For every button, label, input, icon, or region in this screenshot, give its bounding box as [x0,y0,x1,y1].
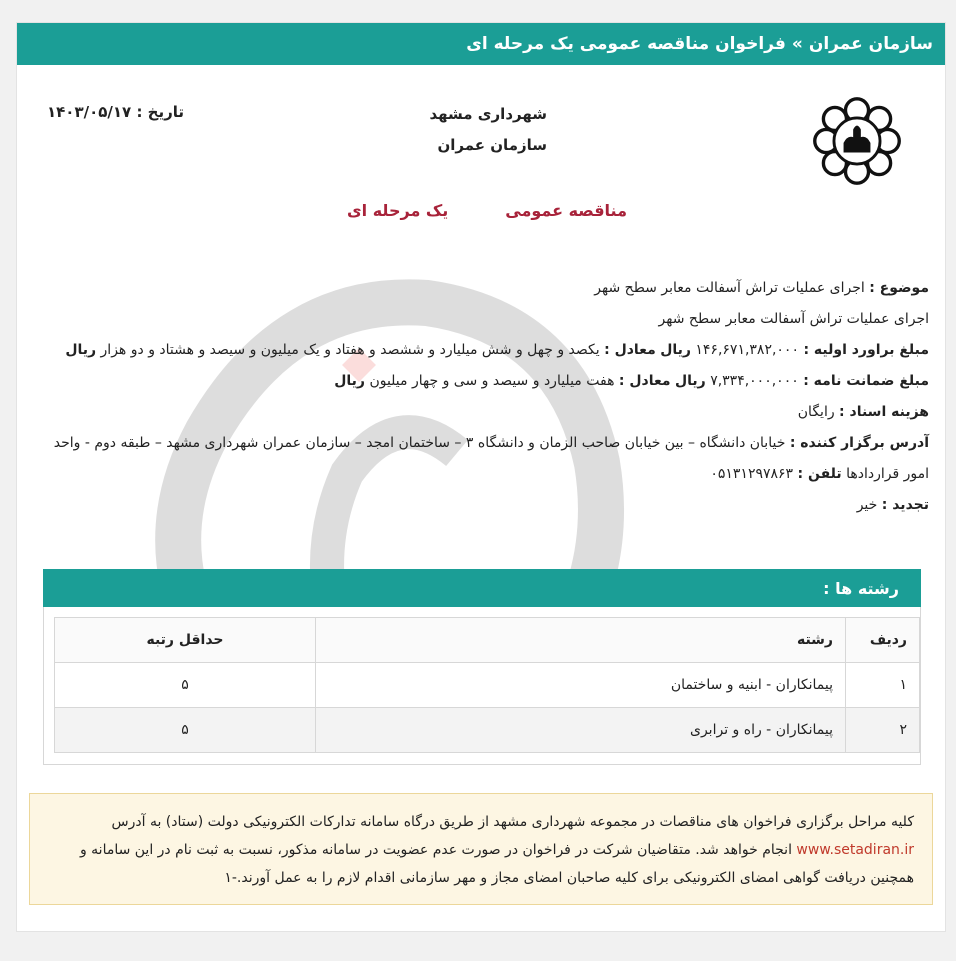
estimate-label: مبلغ براورد اولیه : [803,342,929,358]
guarantee-equiv-label: معادل : [618,373,671,389]
guarantee-label: مبلغ ضمانت نامه : [803,373,929,389]
estimate-amount: ۱۴۶,۶۷۱,۳۸۲,۰۰۰ [695,342,799,358]
setad-link[interactable]: www.setadiran.ir [796,842,914,858]
address-value: خیابان دانشگاه – بین خیابان صاحب الزمان و دانشگاه ۳ – ساختمان امجد – سازمان عمران شهرداری مشهد – طبقه دوم - واحد امور قراردادها [53,435,929,482]
breadcrumb-separator: » [791,34,803,54]
org-line-1: شهرداری مشهد [429,105,547,123]
header-field: رشته [316,618,846,663]
address-label: آدرس برگزار کننده : [789,435,929,451]
header-index: ردیف [846,618,920,663]
row-field: پیمانکاران - ابنیه و ساختمان [316,663,846,708]
fields-table-container [43,607,921,765]
table-row [55,663,920,708]
fields-table [54,617,920,753]
table-row [55,708,920,753]
breadcrumb [17,23,945,65]
tender-title-part1: مناقصه عمومی [505,201,627,220]
breadcrumb-org[interactable]: سازمان عمران [808,34,933,54]
phone-label: تلفن : [797,466,842,482]
mashhad-municipality-logo-icon [809,93,905,189]
doc-cost-value: رایگان [797,404,835,420]
renewal-row [49,490,929,521]
renewal-value: خیر [856,497,878,513]
date [47,103,184,121]
doc-cost-label: هزینه اسناد : [839,404,929,420]
tender-title [347,201,627,220]
guarantee-words-currency: ریال [334,373,365,389]
subject-value: اجرای عملیات تراش آسفالت معابر سطح شهر [594,280,865,296]
row-grade: ۵ [55,663,316,708]
estimate-words-currency: ریال [65,342,97,358]
guarantee-amount: ۷,۳۳۴,۰۰۰,۰۰۰ [710,373,799,389]
notice-text-before: کلیه مراحل برگزاری فراخوان های مناقصات در مجموعه شهرداری مشهد از طریق درگاه سامانه تدارکات الکترونیکی دولت (ستاد) به آدرس [111,814,914,830]
subject-repeat: اجرای عملیات تراش آسفالت معابر سطح شهر [658,311,929,327]
setad-notice [29,793,933,905]
page-frame [16,22,946,932]
notice-text-after: انجام خواهد شد. متقاضیان شرکت در فراخوان در صورت عدم عضویت در سامانه مذکور، نسبت به ثبت نام در این سامانه و همچنین دریافت گواهی امضای الکترونیکی برای کلیه صاحبان امضای مجاز و مهر سازمانی اقدام لازم را به عمل آورند.-۱ [79,842,914,886]
estimate-row [49,335,929,366]
org-line-2: سازمان عمران [437,136,547,154]
tender-details [49,273,929,521]
renewal-label: تجدید : [881,497,929,513]
breadcrumb-page: فراخوان مناقصه عمومی یک مرحله ای [466,34,786,54]
guarantee-currency: ریال [675,373,706,389]
fields-section-title: رشته ها : [43,569,921,607]
subject-label: موضوع : [869,280,929,296]
date-label: تاریخ : [136,103,185,121]
header-grade: حداقل رتبه [55,618,316,663]
tender-title-part2: یک مرحله ای [347,201,449,220]
address-row [49,428,929,490]
table-header-row [55,618,920,663]
guarantee-row [49,366,929,397]
phone-value: ۰۵۱۳۱۲۹۷۸۶۳ [710,466,794,482]
estimate-words: یکصد و چهل و شش میلیارد و ششصد و هفتاد و یک میلیون و سیصد و هشتاد و دو هزار [100,342,600,358]
estimate-currency: ریال [660,342,691,358]
row-grade: ۵ [55,708,316,753]
subject-row [49,273,929,304]
doc-cost-row [49,397,929,428]
date-value: ۱۴۰۳/۰۵/۱۷ [47,103,132,121]
row-field: پیمانکاران - راه و ترابری [316,708,846,753]
row-index: ۲ [846,708,920,753]
row-index: ۱ [846,663,920,708]
guarantee-words: هفت میلیارد و سیصد و سی و چهار میلیون [369,373,615,389]
estimate-equiv-label: معادل : [604,342,656,358]
